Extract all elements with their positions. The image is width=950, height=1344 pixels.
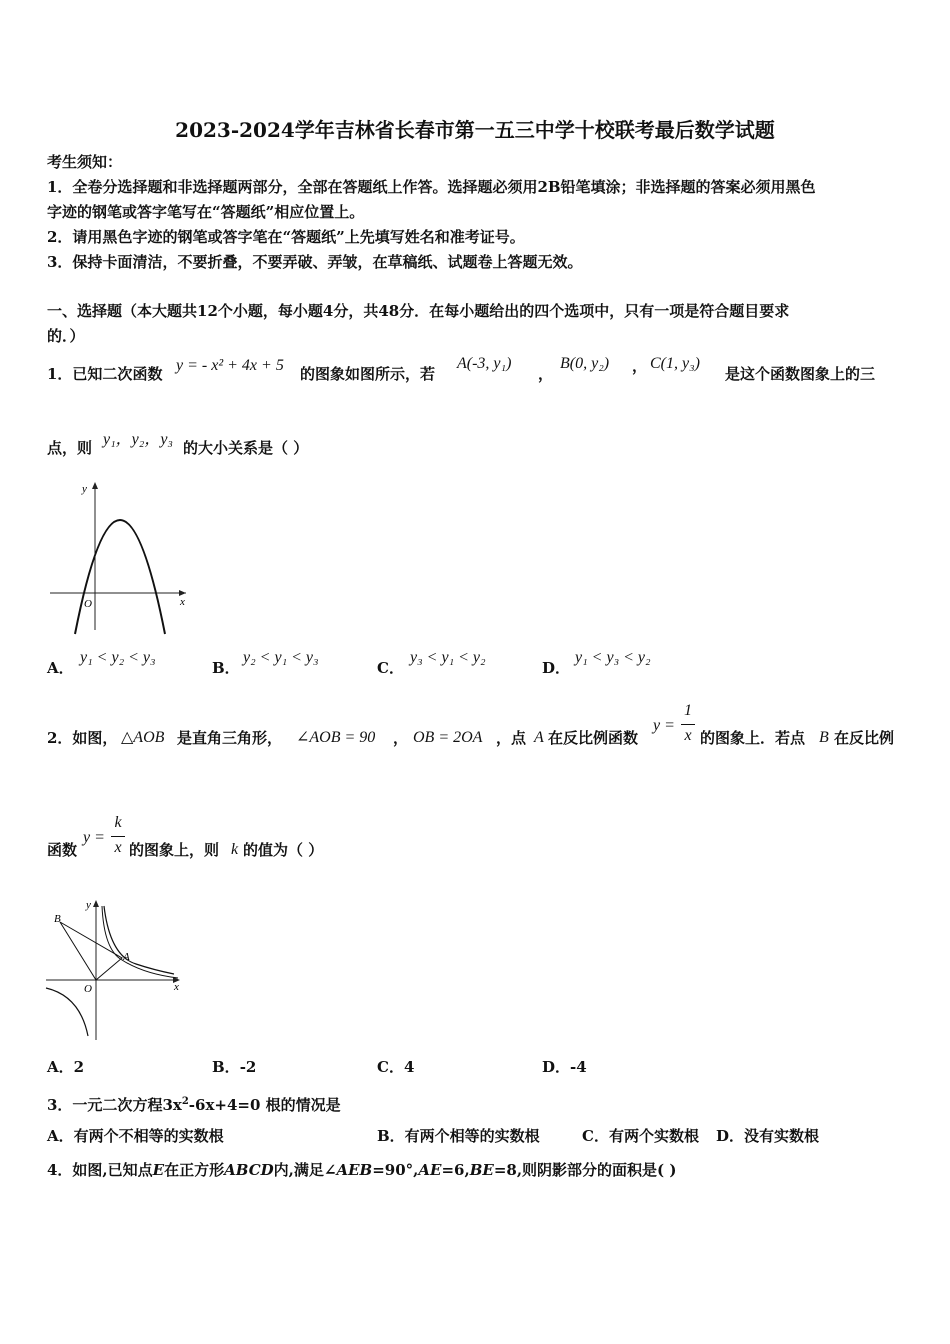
q2-option-d-letter: D． <box>542 1058 571 1076</box>
q2-option-d[interactable] <box>542 1057 587 1077</box>
q1-origin-label: O <box>84 598 92 610</box>
q2-angle: ∠AOB = 90 <box>296 729 376 746</box>
q3-option-d[interactable]: D．没有实数根 <box>716 1127 820 1145</box>
notice-heading: 考生须知： <box>47 153 123 171</box>
q2-b-label: B <box>54 913 61 925</box>
q4-square-abcd: ABCD <box>224 1161 274 1179</box>
q2-triangle: △AOB <box>121 729 165 746</box>
q2-f1-lhs: y = <box>653 717 675 734</box>
q2-option-b-value: -2 <box>239 1058 257 1076</box>
q4-text-3: =90°, <box>372 1161 419 1179</box>
notice-item-3: 3．保持卡面清洁，不要折叠，不要弄破、弄皱，在草稿纸、试题卷上答题无效。 <box>47 253 583 271</box>
q4-point-e: E <box>152 1161 165 1179</box>
q1-mid-text: 的图象如图所示，若 <box>300 365 436 383</box>
q1-option-d-letter[interactable]: D． <box>542 659 571 677</box>
q2-f2-numerator: k <box>114 814 122 831</box>
q1-function: y = - x² + 4x + 5 <box>176 357 284 374</box>
q2-option-a-letter: A． <box>47 1058 74 1076</box>
q1-y-label: y <box>82 483 87 495</box>
q2-option-d-value: -4 <box>570 1058 587 1076</box>
page-title: 2023-2024学年吉林省长春市第一五三中学十校联考最后数学试题 <box>175 118 775 142</box>
notice-item-1-line-2: 字迹的钢笔或答字笔写在“答题纸”相应位置上。 <box>47 203 365 221</box>
q1-option-a-expr[interactable]: y₁ < y₂ < y₃ <box>80 649 156 666</box>
q4-text-1: 在正方形 <box>164 1161 225 1179</box>
q2-text-4: 在反比例函数 <box>548 729 639 747</box>
q2-text-1: 是直角三角形， <box>177 729 283 747</box>
q2-f1-numerator: 1 <box>684 702 692 719</box>
q2-a-label: A <box>123 951 130 963</box>
q1-vars: y₁，y₂，y₃ <box>103 431 173 448</box>
q1-y-arrow <box>92 482 98 489</box>
q2-x-label: x <box>174 981 179 993</box>
q2-option-c-letter: C． <box>377 1058 404 1076</box>
q1-option-c-expr[interactable]: y₃ < y₁ < y₂ <box>410 649 486 666</box>
q2-k: k <box>231 841 239 858</box>
q4-text-4: =6, <box>441 1161 470 1179</box>
q1-parabola-curve <box>75 520 165 634</box>
q1-lead: 1．已知二次函数 <box>47 365 163 383</box>
q2-point-b: B <box>819 729 829 746</box>
notice-item-1-line-1: 1．全卷分选择题和非选择题两部分，全部在答题纸上作答。选择题必须用2B铅笔填涂；非选择题的答案必须用黑色 <box>47 178 816 196</box>
q1-option-b-expr[interactable]: y₂ < y₁ < y₃ <box>243 649 319 666</box>
q2-f1-denominator: x <box>684 727 692 744</box>
q1-option-a-letter[interactable]: A． <box>47 659 74 677</box>
q1-sep-1: ， <box>538 365 554 383</box>
q1-point-a: A(-3, y₁) <box>457 355 512 372</box>
q1-option-c-letter[interactable]: C． <box>377 659 404 677</box>
q2-hyperbola-graph <box>44 894 189 1044</box>
q2-origin-label: O <box>84 983 92 995</box>
q2-option-a[interactable] <box>47 1057 84 1077</box>
q2-text-3: ，点 <box>496 729 527 747</box>
q2-text-6: 在反比例 <box>834 729 895 747</box>
q2-option-b-letter: B． <box>212 1058 240 1076</box>
q1-point-b: B(0, y₂) <box>560 355 610 372</box>
q2-f2-fraction-bar <box>111 836 125 837</box>
q3-superscript: 2 <box>181 1096 189 1107</box>
q2-line2-tail: 的值为（ ） <box>243 841 324 859</box>
q2-relation: OB = 2OA <box>413 729 483 746</box>
q3-option-c[interactable]: C．有两个实数根 <box>582 1127 699 1145</box>
q2-f1-fraction-bar <box>681 724 695 725</box>
q4-segment-ae: AE <box>418 1161 442 1179</box>
q1-parabola-graph <box>44 476 194 636</box>
q2-y-arrow <box>93 900 99 907</box>
notice-item-2: 2．请用黑色字迹的钢笔或答字笔在“答题纸”上先填写姓名和准考证号。 <box>47 228 525 246</box>
q2-branch-y1-over-x-q3 <box>46 988 88 1036</box>
q1-point-c: C(1, y₃) <box>650 355 700 372</box>
q3-tail: -6x+4=0 根的情况是 <box>188 1096 341 1114</box>
q2-y-label: y <box>86 899 91 911</box>
q1-line2-lead: 点，则 <box>47 439 93 457</box>
q2-option-c-value: 4 <box>403 1058 415 1076</box>
q2-point-a: A <box>534 729 544 746</box>
q3-question <box>47 1092 341 1115</box>
section-heading-line-2: 的．） <box>47 327 85 345</box>
q3-option-a[interactable]: A．有两个不相等的实数根 <box>47 1127 224 1145</box>
q4-question <box>47 1160 676 1180</box>
q2-option-b[interactable] <box>212 1057 256 1077</box>
q1-tail: 是这个函数图象上的三 <box>725 365 876 383</box>
q2-f2-denominator: x <box>114 839 122 856</box>
q2-lead: 2．如图， <box>47 729 118 747</box>
q2-line2-lead: 函数 <box>47 841 78 859</box>
q1-sep-2: ， <box>632 357 648 375</box>
q2-line2-mid: 的图象上，则 <box>129 841 220 859</box>
q2-option-c[interactable] <box>377 1057 414 1077</box>
section-heading-line-1: 一、选择题（本大题共12个小题，每小题4分，共48分．在每小题给出的四个选项中，只有一项是符合题目要求 <box>47 302 790 320</box>
q1-option-b-letter[interactable]: B． <box>212 659 240 677</box>
q1-x-label: x <box>180 596 185 608</box>
q3-option-b[interactable]: B．有两个相等的实数根 <box>377 1127 540 1145</box>
q1-option-d-expr[interactable]: y₁ < y₃ < y₂ <box>575 649 651 666</box>
q4-lead: 4．如图,已知点 <box>47 1161 153 1179</box>
q3-lead: 3．一元二次方程3x <box>47 1096 182 1114</box>
q2-text-2: ， <box>393 729 409 747</box>
q4-angle-aeb: AEB <box>336 1161 373 1179</box>
q4-segment-be: BE <box>469 1161 494 1179</box>
q2-text-5: 的图象上．若点 <box>700 729 806 747</box>
q2-option-a-value: 2 <box>73 1058 85 1076</box>
q4-text-5: =8,则阴影部分的面积是( ) <box>493 1161 677 1179</box>
q1-line2-tail: 的大小关系是（ ） <box>183 439 309 457</box>
q2-f2-lhs: y = <box>83 829 105 846</box>
q4-text-2: 内,满足∠ <box>273 1161 337 1179</box>
